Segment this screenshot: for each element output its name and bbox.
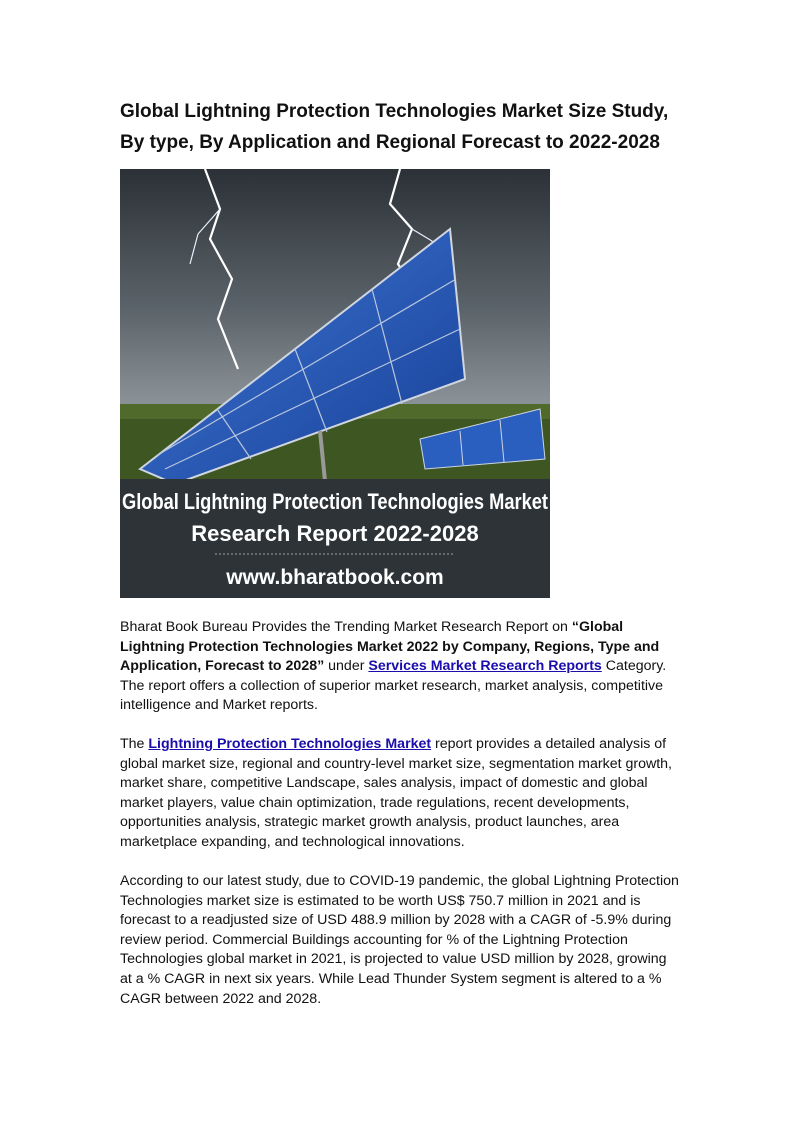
- banner-subtitle: Research Report 2022-2028: [191, 521, 479, 546]
- description-paragraph: [120, 735, 682, 853]
- under-text: under: [324, 658, 369, 675]
- title-line-1: Global Lightning Protection Technologies Market Size Study,: [120, 101, 669, 122]
- intro-paragraph: [120, 618, 682, 716]
- solar-panels-illustration: [120, 169, 550, 598]
- hero-image: [120, 169, 550, 598]
- intro-rest: Category. The report offers a collection of superior market research, market analysis, competitive intelligence and Market reports.: [120, 658, 667, 714]
- banner-url: www.bharatbook.com: [226, 566, 444, 589]
- description-rest: report provides a detailed analysis of global market size, regional and country-level market size, segmentation market growth, market share, competitive Landscape, sales analysis, impact of domestic and global market players, value chain optimization, trade regulations, recent developments, opportunities analysis, strategic market growth analysis, product launches, area marketplace expanding, and technological innovations.: [120, 736, 672, 850]
- report-name: “Global Lightning Protection Technologies Market 2022 by Company, Regions, Type and Application, Forecast to 2028”: [120, 619, 660, 675]
- page-title: [120, 96, 690, 158]
- lightning-protection-market-link[interactable]: Lightning Protection Technologies Market: [148, 736, 432, 752]
- banner-title: Global Lightning Protection Technologies Market: [122, 489, 549, 514]
- description-lead: The: [120, 736, 149, 752]
- intro-text: Bharat Book Bureau Provides the Trending Market Research Report on: [120, 619, 572, 635]
- services-market-reports-link[interactable]: Services Market Research Reports: [368, 658, 602, 675]
- market-size-paragraph: According to our latest study, due to COVID-19 pandemic, the global Lightning Protection Technologies market size is estimated to be worth US$ 750.7 million in 2021 and is forecast to a readjusted size of USD 488.9 million by 2028 with a CAGR of -5.9% during review period. Commercial Buildings accounting for % of the Lightning Protection Technologies global market in 2021, is projected to value USD million by 2028, growing at a % CAGR in next six years. While Lead Thunder System segment is altered to a % CAGR between 2022 and 2028.: [120, 873, 679, 1007]
- title-line-2: By type, By Application and Regional Forecast to 2022-2028: [120, 132, 660, 153]
